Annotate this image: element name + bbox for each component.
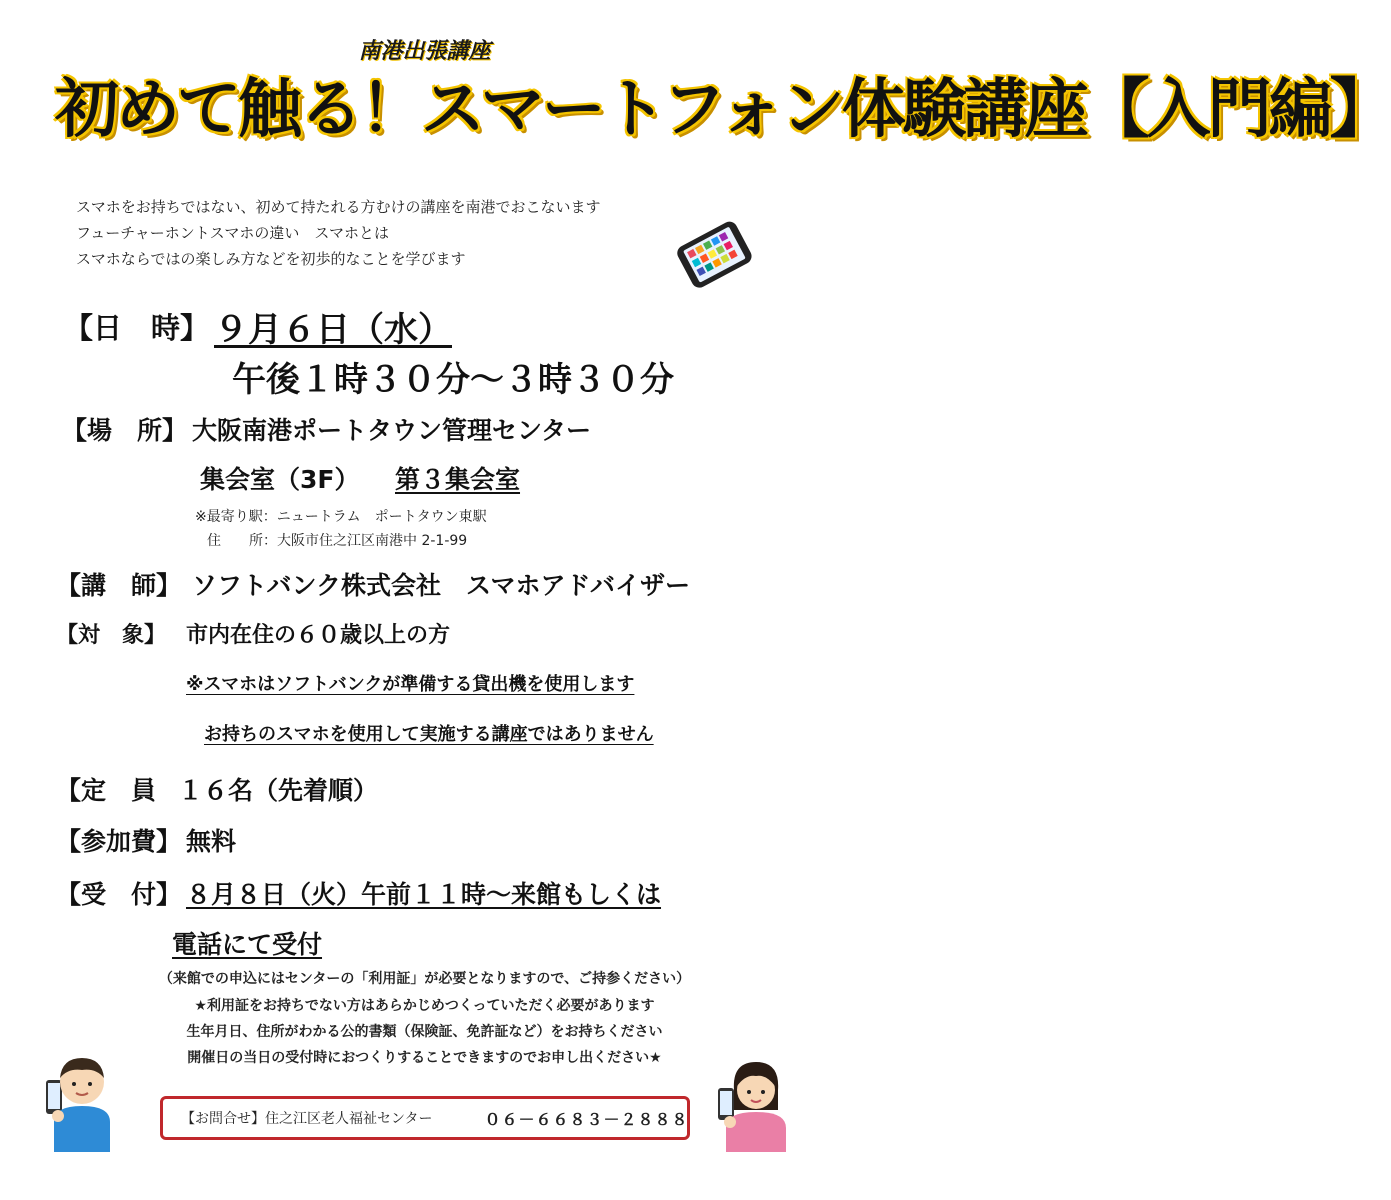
place-name: 大阪南港ポートタウン管理センター (192, 416, 592, 445)
fee-value: 無料 (186, 827, 237, 856)
reception-label: 【受 付】 (56, 880, 182, 909)
place-address: 住 所：大阪市住之江区南港中 2-1-99 (207, 533, 468, 549)
intro-line-2: フューチャーホントスマホの違い スマホとは (76, 224, 390, 242)
lecturer-value: ソフトバンク株式会社 スマホアドバイザー (192, 571, 691, 600)
contact-label: 【お問合せ】住之江区老人福祉センター (181, 1111, 433, 1127)
footnote-2: ★利用証をお持ちでない方はあらかじめつくっていただく必要があります (194, 998, 655, 1014)
event-subtitle: 南港出張講座 (358, 39, 491, 64)
intro-line-3: スマホならではの楽しみ方などを初歩的なことを学びます (76, 250, 466, 268)
note-own-phone: お持ちのスマホを使用して実施する講座ではありません (204, 724, 654, 745)
target-value: 市内在住の６０歳以上の方 (186, 623, 451, 648)
place-label: 【場 所】 (62, 416, 188, 445)
datetime-time: 午後１時３０分〜３時３０分 (232, 360, 674, 400)
event-title: 初めて触る！スマートフォン体験講座【入門編】 (55, 73, 1391, 147)
capacity-value: １６名（先着順） (178, 776, 379, 805)
reception-value-2: 電話にて受付 (172, 930, 323, 959)
datetime-label: 【日 時】 (64, 311, 210, 345)
place-room-prefix: 集会室（3F） (200, 465, 360, 494)
footnote-1: （来館での申込にはセンターの「利用証」が必要となりますので、ご持参ください） (158, 971, 691, 987)
fee-label: 【参加費】 (56, 827, 182, 856)
datetime-date: ９月６日（水） (214, 310, 452, 350)
woman-with-phone-illustration (712, 1050, 796, 1152)
intro-line-1: スマホをお持ちではない、初めて持たれる方むけの講座を南港でおこないます (76, 198, 601, 216)
footnote-3: 生年月日、住所がわかる公的書類（保険証、免許証など）をお持ちください (186, 1024, 663, 1040)
contact-phone[interactable]: ０６－６６８３－２８８８ (484, 1109, 689, 1129)
contact-box (160, 1096, 690, 1140)
footnote-4: 開催日の当日の受付時におつくりすることできますのでお申し出ください★ (187, 1050, 662, 1066)
place-station: ※最寄り駅：ニュートラム ポートタウン東駅 (195, 509, 487, 525)
lecturer-label: 【講 師】 (56, 571, 182, 600)
place-room: 第３集会室 (395, 465, 521, 494)
note-loaner-phone: ※スマホはソフトバンクが準備する貸出機を使用します (186, 674, 635, 695)
target-label: 【対 象】 (56, 623, 167, 648)
reception-value: ８月８日（火）午前１１時〜来館もしくは (186, 880, 662, 909)
smartphone-icon (668, 218, 760, 294)
man-with-phone-illustration (40, 1040, 124, 1152)
capacity-label: 【定 員 (56, 776, 157, 805)
